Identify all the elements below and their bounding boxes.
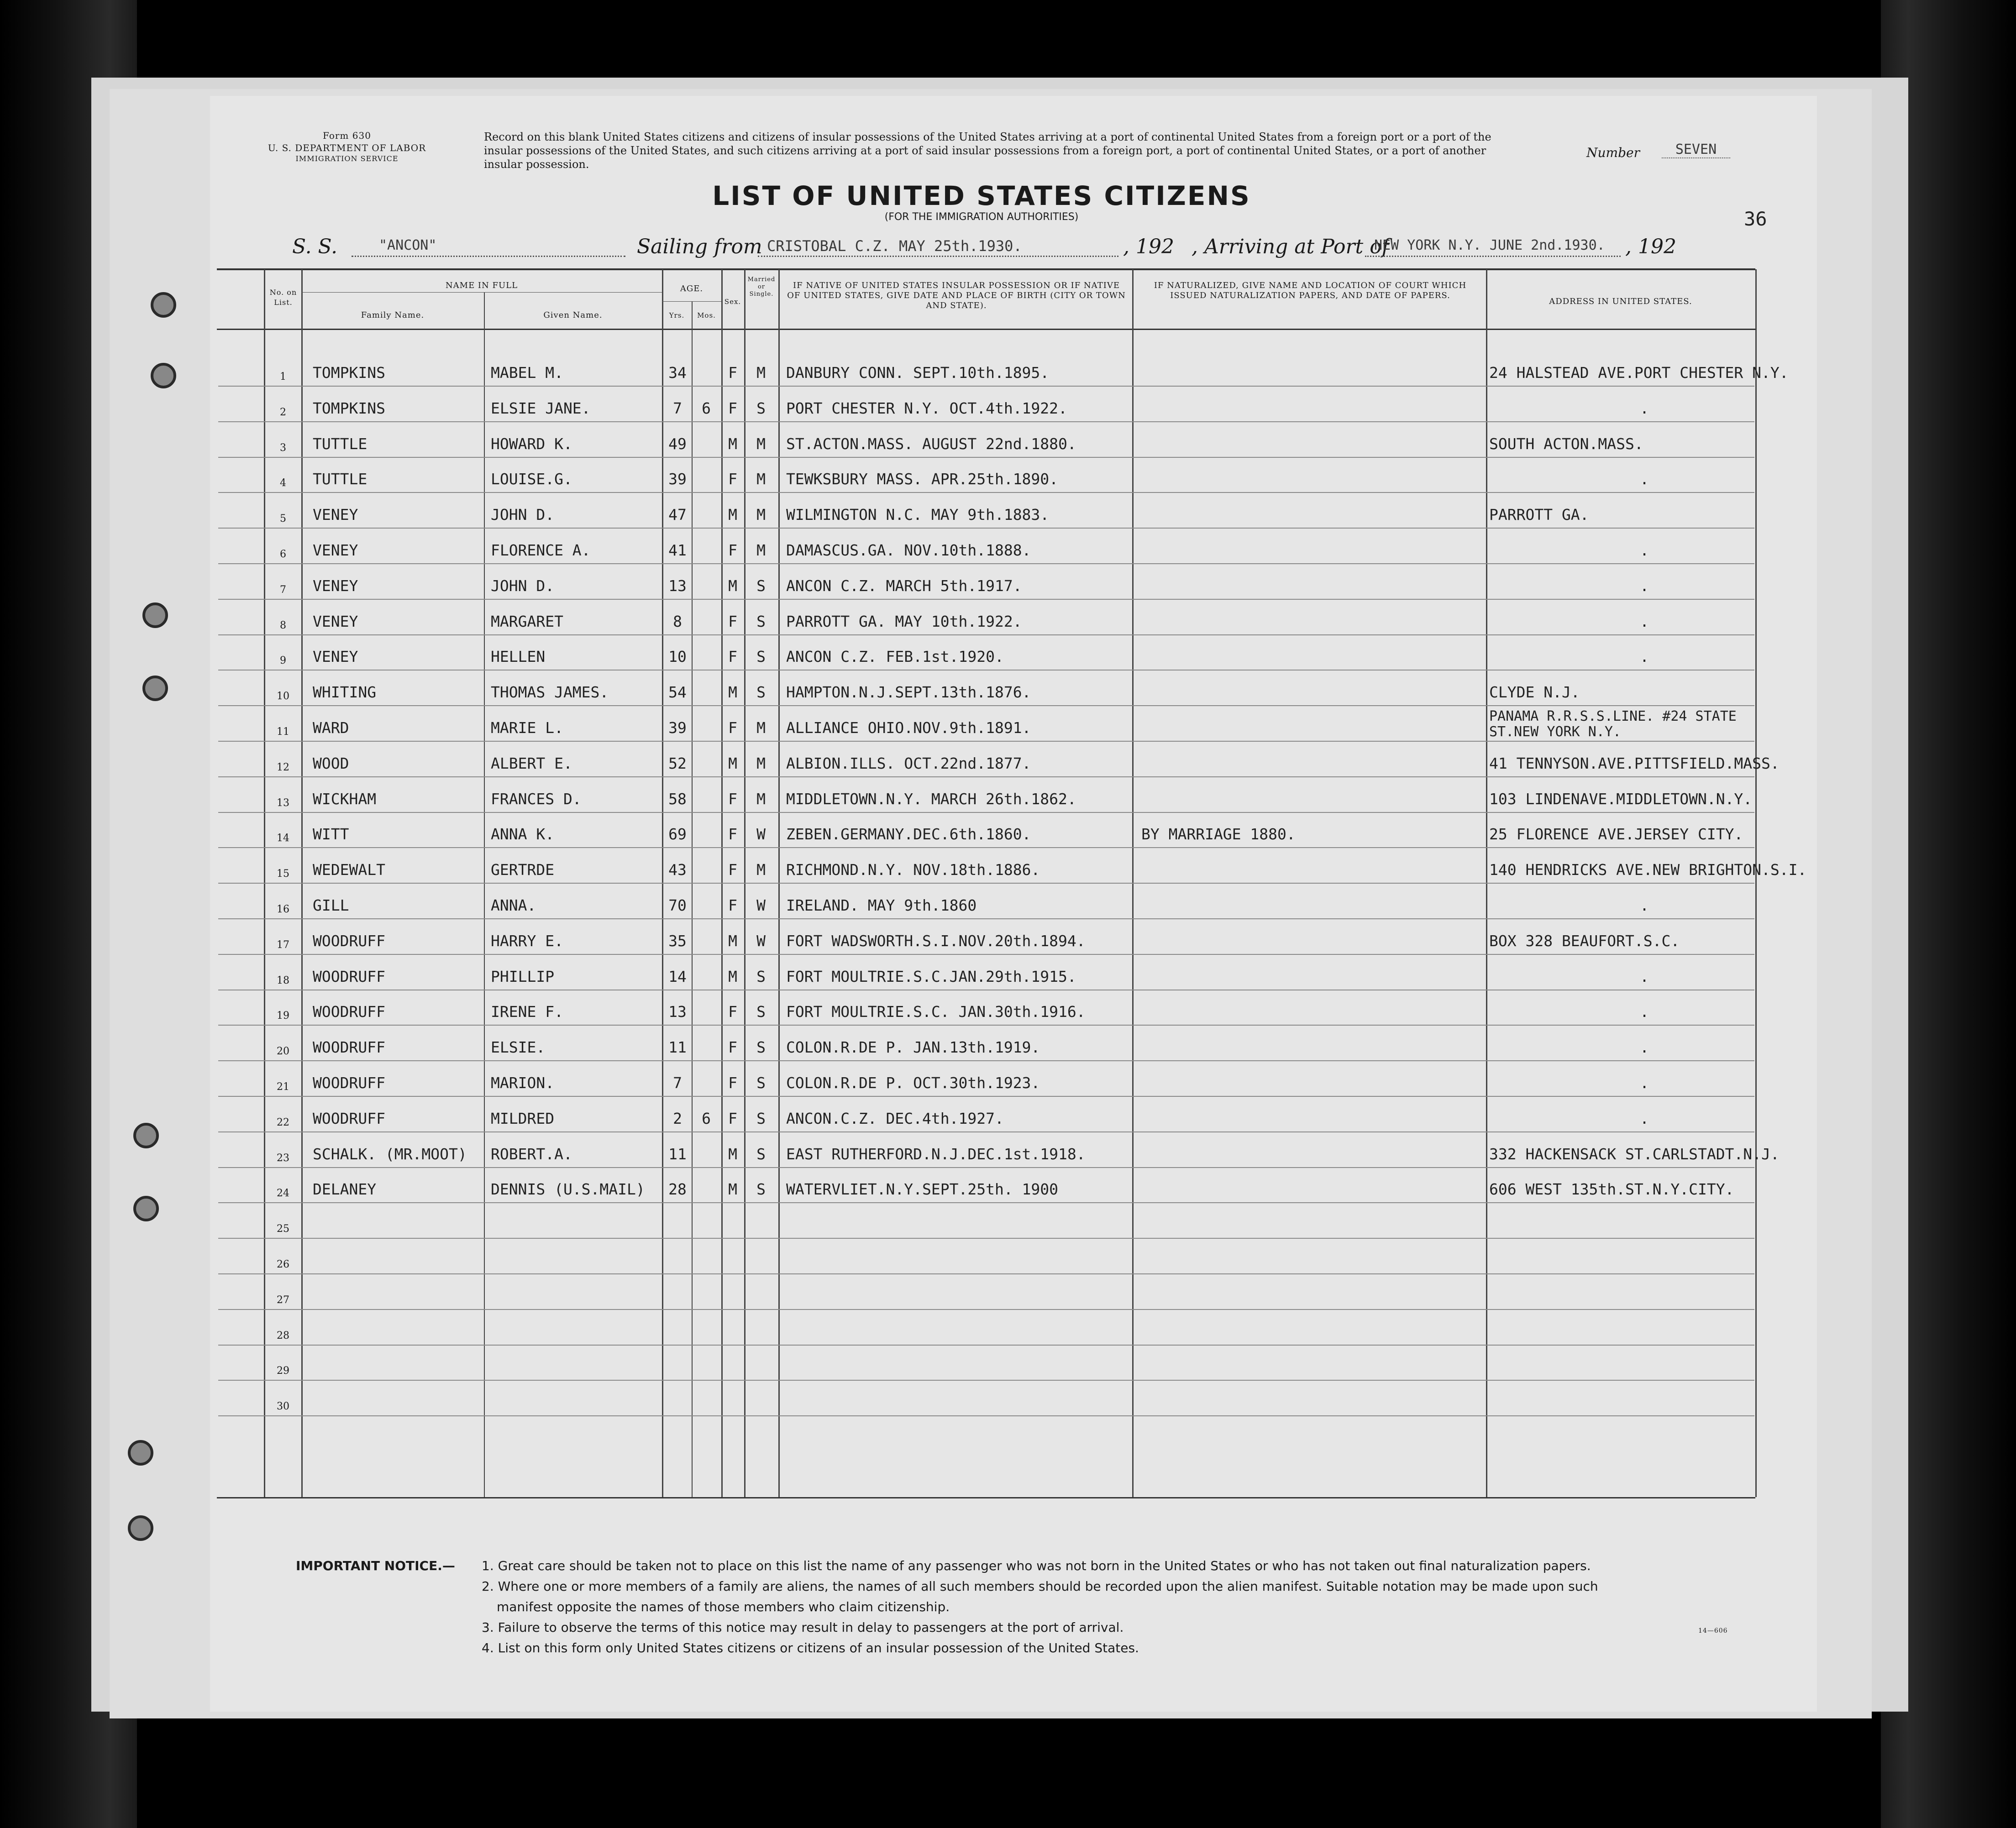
sex: M bbox=[728, 435, 737, 453]
row-number: 17 bbox=[277, 939, 289, 951]
number-value: SEVEN bbox=[1662, 141, 1730, 158]
given-name: IRENE F. bbox=[491, 1003, 563, 1021]
sex: F bbox=[728, 612, 737, 630]
col-family-name: Family Name. bbox=[361, 310, 425, 320]
col-address: ADDRESS IN UNITED STATES. bbox=[1549, 297, 1692, 306]
form-number: Form 630 bbox=[323, 130, 371, 141]
row-rule bbox=[218, 812, 1754, 813]
family-name: TOMPKINS bbox=[313, 364, 385, 382]
col-sex: Sex. bbox=[724, 298, 741, 306]
col-naturalized: IF NATURALIZED, GIVE NAME AND LOCATION OF COURT WHICH ISSUED NATURALIZATION PAPERS, AND DATE OF PAPERS. bbox=[1154, 281, 1467, 300]
row-number: 8 bbox=[280, 619, 286, 631]
birth-date-place: ALLIANCE OHIO.NOV.9th.1891. bbox=[786, 719, 1031, 737]
sex: M bbox=[728, 1145, 737, 1163]
sex: F bbox=[728, 896, 737, 914]
row-number: 18 bbox=[277, 974, 289, 986]
print-code: 14—606 bbox=[1698, 1627, 1728, 1634]
given-name: MABEL M. bbox=[491, 364, 563, 382]
marital-status: S bbox=[756, 399, 766, 417]
age-years: 11 bbox=[668, 1145, 687, 1163]
row-rule bbox=[218, 1380, 1754, 1381]
row-number: 9 bbox=[280, 655, 286, 667]
notice-item-3: 3. Failure to observe the terms of this notice may result in delay to passengers at the port of arrival. bbox=[482, 1620, 1124, 1635]
age-years: 8 bbox=[673, 612, 682, 630]
marital-status: S bbox=[756, 1038, 766, 1057]
row-number: 15 bbox=[277, 868, 289, 880]
age-years: 13 bbox=[668, 576, 687, 595]
row-rule bbox=[218, 421, 1754, 422]
sex: M bbox=[728, 967, 737, 985]
sex: F bbox=[728, 541, 737, 559]
row-number: 11 bbox=[277, 726, 289, 738]
given-name: MARGARET bbox=[491, 612, 563, 630]
birth-date-place: FORT WADSWORTH.S.I.NOV.20th.1894. bbox=[786, 932, 1086, 950]
age-years: 14 bbox=[668, 967, 687, 985]
birth-date-place: PARROTT GA. MAY 10th.1922. bbox=[786, 612, 1022, 630]
marital-status: S bbox=[756, 1109, 766, 1127]
us-address: PARROTT GA. bbox=[1489, 506, 1589, 524]
row-number: 12 bbox=[277, 761, 289, 773]
birth-date-place: ALBION.ILLS. OCT.22nd.1877. bbox=[786, 754, 1031, 772]
age-months: 6 bbox=[702, 1109, 711, 1127]
age-years: 10 bbox=[668, 648, 687, 666]
us-address: . bbox=[1640, 1074, 1649, 1092]
age-years: 43 bbox=[668, 861, 687, 879]
family-name: WOODRUFF bbox=[313, 1074, 385, 1092]
row-number: 21 bbox=[277, 1081, 289, 1093]
given-name: GERTRDE bbox=[491, 861, 555, 879]
page-title: LIST OF UNITED STATES CITIZENS bbox=[712, 180, 1251, 211]
marital-status: S bbox=[756, 1074, 766, 1092]
sex: M bbox=[728, 683, 737, 702]
sex: F bbox=[728, 1003, 737, 1021]
family-name: TUTTLE bbox=[313, 470, 368, 488]
row-rule bbox=[218, 386, 1754, 387]
given-name: LOUISE.G. bbox=[491, 470, 572, 488]
marital-status: M bbox=[756, 719, 766, 737]
marital-status: M bbox=[756, 541, 766, 559]
marital-status: S bbox=[756, 648, 766, 666]
sex: F bbox=[728, 1038, 737, 1057]
row-number: 4 bbox=[280, 477, 286, 489]
row-number: 28 bbox=[277, 1330, 289, 1341]
marital-status: S bbox=[756, 967, 766, 985]
row-number: 1 bbox=[280, 371, 286, 382]
col-birth: IF NATIVE OF UNITED STATES INSULAR POSSESSION OR IF NATIVE OF UNITED STATES, GIVE DATE AND PLACE OF BIRTH (CITY OR TOWN AND STATE). bbox=[787, 281, 1126, 310]
birth-date-place: FORT MOULTRIE.S.C. JAN.30th.1916. bbox=[786, 1003, 1086, 1021]
family-name: TOMPKINS bbox=[313, 399, 385, 417]
birth-date-place: DAMASCUS.GA. NOV.10th.1888. bbox=[786, 541, 1031, 559]
family-name: VENEY bbox=[313, 541, 358, 559]
family-name: WOODRUFF bbox=[313, 1003, 385, 1021]
col-no: No. on List. bbox=[269, 288, 297, 307]
ss-label: S. S. bbox=[292, 235, 338, 258]
given-name: ANNA K. bbox=[491, 825, 555, 843]
given-name: PHILLIP bbox=[491, 967, 555, 985]
marital-status: M bbox=[756, 470, 766, 488]
us-address: . bbox=[1640, 896, 1649, 914]
family-name: DELANEY bbox=[313, 1180, 377, 1199]
family-name: WICKHAM bbox=[313, 790, 377, 808]
year-suffix-1: , 192 bbox=[1123, 235, 1174, 258]
given-name: FLORENCE A. bbox=[491, 541, 591, 559]
birth-date-place: COLON.R.DE P. JAN.13th.1919. bbox=[786, 1038, 1040, 1057]
sex: F bbox=[728, 790, 737, 808]
row-rule bbox=[218, 705, 1754, 706]
given-name: ROBERT.A. bbox=[491, 1145, 572, 1163]
row-number: 20 bbox=[277, 1046, 289, 1058]
row-number: 24 bbox=[277, 1188, 289, 1199]
given-name: MILDRED bbox=[491, 1109, 555, 1127]
sex: F bbox=[728, 399, 737, 417]
page-subtitle: (FOR THE IMMIGRATION AUTHORITIES) bbox=[884, 211, 1079, 223]
age-years: 13 bbox=[668, 1003, 687, 1021]
row-number: 23 bbox=[277, 1152, 289, 1164]
row-rule bbox=[218, 1415, 1754, 1416]
row-number: 26 bbox=[277, 1259, 289, 1270]
given-name: HOWARD K. bbox=[491, 435, 572, 453]
given-name: MARION. bbox=[491, 1074, 555, 1092]
arriving-value: NEW YORK N.Y. JUNE 2nd.1930. bbox=[1374, 237, 1605, 253]
age-years: 11 bbox=[668, 1038, 687, 1057]
notice-item-2: 2. Where one or more members of a family are aliens, the names of all such members should be recorded upon the alien manifest. Suitable notation may be made upon such bbox=[482, 1579, 1598, 1594]
sex: F bbox=[728, 364, 737, 382]
family-name: WARD bbox=[313, 719, 349, 737]
family-name: VENEY bbox=[313, 612, 358, 630]
birth-date-place: ZEBEN.GERMANY.DEC.6th.1860. bbox=[786, 825, 1031, 843]
birth-date-place: RICHMOND.N.Y. NOV.18th.1886. bbox=[786, 861, 1040, 879]
row-number: 27 bbox=[277, 1294, 289, 1306]
row-number: 5 bbox=[280, 513, 286, 525]
row-number: 10 bbox=[277, 691, 289, 702]
row-rule bbox=[218, 1309, 1754, 1310]
page-number: 36 bbox=[1744, 208, 1767, 230]
sex: M bbox=[728, 506, 737, 524]
sex: F bbox=[728, 719, 737, 737]
family-name: WITT bbox=[313, 825, 349, 843]
us-address: . bbox=[1640, 399, 1649, 417]
col-name-in-full: NAME IN FULL bbox=[445, 281, 518, 290]
family-name: WOODRUFF bbox=[313, 1109, 385, 1127]
row-rule bbox=[218, 954, 1754, 955]
sex: F bbox=[728, 861, 737, 879]
col-age: AGE. bbox=[680, 284, 704, 293]
marital-status: M bbox=[756, 364, 766, 382]
us-address: 24 HALSTEAD AVE.PORT CHESTER N.Y. bbox=[1489, 364, 1789, 382]
row-number: 16 bbox=[277, 904, 289, 915]
family-name: SCHALK. (MR.MOOT) bbox=[313, 1145, 467, 1163]
col-mos: Mos. bbox=[697, 311, 716, 320]
sailing-label: Sailing from bbox=[637, 235, 762, 258]
row-rule bbox=[218, 1202, 1754, 1203]
row-number: 3 bbox=[280, 442, 286, 454]
sex: F bbox=[728, 1074, 737, 1092]
col-yrs: Yrs. bbox=[669, 311, 685, 320]
birth-date-place: ANCON.C.Z. DEC.4th.1927. bbox=[786, 1109, 1004, 1127]
family-name: WEDEWALT bbox=[313, 861, 385, 879]
birth-date-place: TEWKSBURY MASS. APR.25th.1890. bbox=[786, 470, 1059, 488]
birth-date-place: ANCON C.Z. MARCH 5th.1917. bbox=[786, 576, 1022, 595]
row-rule bbox=[218, 847, 1754, 848]
us-address: 606 WEST 135th.ST.N.Y.CITY. bbox=[1489, 1180, 1734, 1199]
row-rule bbox=[218, 1273, 1754, 1274]
age-years: 28 bbox=[668, 1180, 687, 1199]
given-name: HARRY E. bbox=[491, 932, 563, 950]
birth-date-place: HAMPTON.N.J.SEPT.13th.1876. bbox=[786, 683, 1031, 702]
family-name: TUTTLE bbox=[313, 435, 368, 453]
us-address: . bbox=[1640, 541, 1649, 559]
row-rule bbox=[218, 1131, 1754, 1132]
sex: F bbox=[728, 470, 737, 488]
us-address: 332 HACKENSACK ST.CARLSTADT.N.J. bbox=[1489, 1145, 1780, 1163]
marital-status: S bbox=[756, 1180, 766, 1199]
age-years: 34 bbox=[668, 364, 687, 382]
us-address: . bbox=[1640, 967, 1649, 985]
given-name: ELSIE JANE. bbox=[491, 399, 591, 417]
given-name: JOHN D. bbox=[491, 576, 555, 595]
birth-date-place: COLON.R.DE P. OCT.30th.1923. bbox=[786, 1074, 1040, 1092]
age-years: 52 bbox=[668, 754, 687, 772]
arriving-label: , Arriving at Port of bbox=[1192, 235, 1389, 258]
us-address: PANAMA R.R.S.S.LINE. #24 STATE ST.NEW YORK N.Y. bbox=[1489, 708, 1737, 740]
age-years: 41 bbox=[668, 541, 687, 559]
birth-date-place: WILMINGTON N.C. MAY 9th.1883. bbox=[786, 506, 1050, 524]
age-years: 69 bbox=[668, 825, 687, 843]
row-rule bbox=[218, 1060, 1754, 1061]
family-name: WHITING bbox=[313, 683, 377, 702]
birth-date-place: WATERVLIET.N.Y.SEPT.25th. 1900 bbox=[786, 1180, 1059, 1199]
marital-status: S bbox=[756, 683, 766, 702]
age-years: 49 bbox=[668, 435, 687, 453]
row-number: 14 bbox=[277, 833, 289, 844]
us-address: . bbox=[1640, 470, 1649, 488]
given-name: JOHN D. bbox=[491, 506, 555, 524]
sex: F bbox=[728, 1109, 737, 1127]
family-name: WOOD bbox=[313, 754, 349, 772]
row-number: 22 bbox=[277, 1116, 289, 1128]
sex: M bbox=[728, 1180, 737, 1199]
birth-date-place: DANBURY CONN. SEPT.10th.1895. bbox=[786, 364, 1050, 382]
row-number: 29 bbox=[277, 1365, 289, 1377]
row-number: 25 bbox=[277, 1223, 289, 1235]
us-address: 25 FLORENCE AVE.JERSEY CITY. bbox=[1489, 825, 1743, 843]
row-rule bbox=[218, 741, 1754, 742]
marital-status: S bbox=[756, 612, 766, 630]
marital-status: S bbox=[756, 1145, 766, 1163]
age-years: 47 bbox=[668, 506, 687, 524]
birth-date-place: ST.ACTON.MASS. AUGUST 22nd.1880. bbox=[786, 435, 1076, 453]
col-given-name: Given Name. bbox=[543, 310, 603, 320]
family-name: VENEY bbox=[313, 506, 358, 524]
col-married-single: Married or Single. bbox=[747, 276, 776, 298]
birth-date-place: IRELAND. MAY 9th.1860 bbox=[786, 896, 977, 914]
row-number: 2 bbox=[280, 406, 286, 418]
age-years: 58 bbox=[668, 790, 687, 808]
given-name: ANNA. bbox=[491, 896, 536, 914]
number-label: Number bbox=[1586, 145, 1640, 160]
row-rule bbox=[218, 1025, 1754, 1026]
row-rule bbox=[218, 634, 1754, 635]
birth-date-place: ANCON C.Z. FEB.1st.1920. bbox=[786, 648, 1004, 666]
marital-status: W bbox=[756, 896, 766, 914]
row-rule bbox=[218, 457, 1754, 458]
us-address: . bbox=[1640, 1038, 1649, 1057]
family-name: WOODRUFF bbox=[313, 1038, 385, 1057]
row-rule bbox=[218, 918, 1754, 919]
row-number: 19 bbox=[277, 1010, 289, 1022]
us-address: 140 HENDRICKS AVE.NEW BRIGHTON.S.I. bbox=[1489, 861, 1807, 879]
family-name: WOODRUFF bbox=[313, 967, 385, 985]
marital-status: W bbox=[756, 825, 766, 843]
row-rule bbox=[218, 599, 1754, 600]
notice-item-4: 4. List on this form only United States citizens or citizens of an insular possession of the United States. bbox=[482, 1640, 1139, 1655]
age-years: 2 bbox=[673, 1109, 682, 1127]
us-address: . bbox=[1640, 1109, 1649, 1127]
row-number: 13 bbox=[277, 797, 289, 809]
marital-status: S bbox=[756, 1003, 766, 1021]
marital-status: M bbox=[756, 861, 766, 879]
sex: F bbox=[728, 825, 737, 843]
age-years: 7 bbox=[673, 399, 682, 417]
header-instructions: Record on this blank United States citizens and citizens of insular possessions of the United States arriving at a port of continental United States from a foreign port or a port of the insular possessions of the United States, and such citizens arriving at a port of said insular possessions from a foreign port, a port of continental United States, or a port of another insular possession. bbox=[484, 131, 1491, 171]
row-rule bbox=[218, 528, 1754, 529]
row-rule bbox=[218, 563, 1754, 564]
marital-status: M bbox=[756, 435, 766, 453]
us-address: SOUTH ACTON.MASS. bbox=[1489, 435, 1643, 453]
row-rule bbox=[218, 1167, 1754, 1168]
age-years: 54 bbox=[668, 683, 687, 702]
marital-status: W bbox=[756, 932, 766, 950]
family-name: VENEY bbox=[313, 648, 358, 666]
row-rule bbox=[218, 1345, 1754, 1346]
family-name: VENEY bbox=[313, 576, 358, 595]
notice-item-2-cont: manifest opposite the names of those members who claim citizenship. bbox=[497, 1599, 950, 1614]
marital-status: M bbox=[756, 754, 766, 772]
sex: F bbox=[728, 648, 737, 666]
row-rule bbox=[218, 1096, 1754, 1097]
age-months: 6 bbox=[702, 399, 711, 417]
sex: M bbox=[728, 932, 737, 950]
given-name: ALBERT E. bbox=[491, 754, 572, 772]
row-rule bbox=[218, 776, 1754, 777]
sex: M bbox=[728, 576, 737, 595]
us-address: CLYDE N.J. bbox=[1489, 683, 1580, 702]
ship-name: "ANCON" bbox=[379, 237, 437, 253]
family-name: WOODRUFF bbox=[313, 932, 385, 950]
given-name: MARIE L. bbox=[491, 719, 563, 737]
birth-date-place: PORT CHESTER N.Y. OCT.4th.1922. bbox=[786, 399, 1067, 417]
given-name: FRANCES D. bbox=[491, 790, 582, 808]
year-suffix-2: , 192 bbox=[1625, 235, 1676, 258]
us-address: BOX 328 BEAUFORT.S.C. bbox=[1489, 932, 1680, 950]
given-name: THOMAS JAMES. bbox=[491, 683, 609, 702]
given-name: HELLEN bbox=[491, 648, 546, 666]
birth-date-place: MIDDLETOWN.N.Y. MARCH 26th.1862. bbox=[786, 790, 1076, 808]
marital-status: S bbox=[756, 576, 766, 595]
naturalization: BY MARRIAGE 1880. bbox=[1141, 825, 1296, 843]
notice-item-1: 1. Great care should be taken not to place on this list the name of any passenger who was not born in the United States or who has not taken out final naturalization papers. bbox=[482, 1558, 1591, 1573]
family-name: GILL bbox=[313, 896, 349, 914]
row-number: 7 bbox=[280, 584, 286, 596]
row-rule bbox=[218, 1238, 1754, 1239]
row-rule bbox=[218, 492, 1754, 493]
row-rule bbox=[218, 883, 1754, 884]
given-name: ELSIE. bbox=[491, 1038, 546, 1057]
row-number: 30 bbox=[277, 1401, 289, 1413]
age-years: 39 bbox=[668, 470, 687, 488]
marital-status: M bbox=[756, 790, 766, 808]
us-address: . bbox=[1640, 648, 1649, 666]
department: U. S. DEPARTMENT OF LABOR bbox=[268, 142, 426, 153]
birth-date-place: FORT MOULTRIE.S.C.JAN.29th.1915. bbox=[786, 967, 1076, 985]
notice-heading: IMPORTANT NOTICE.— bbox=[296, 1558, 455, 1573]
age-years: 39 bbox=[668, 719, 687, 737]
row-number: 6 bbox=[280, 549, 286, 560]
birth-date-place: EAST RUTHERFORD.N.J.DEC.1st.1918. bbox=[786, 1145, 1086, 1163]
sex: M bbox=[728, 754, 737, 772]
marital-status: M bbox=[756, 506, 766, 524]
given-name: DENNIS (U.S.MAIL) bbox=[491, 1180, 645, 1199]
age-years: 35 bbox=[668, 932, 687, 950]
us-address: . bbox=[1640, 1003, 1649, 1021]
service: IMMIGRATION SERVICE bbox=[295, 154, 399, 163]
age-years: 70 bbox=[668, 896, 687, 914]
us-address: 103 LINDENAVE.MIDDLETOWN.N.Y. bbox=[1489, 790, 1753, 808]
us-address: 41 TENNYSON.AVE.PITTSFIELD.MASS. bbox=[1489, 754, 1780, 772]
age-years: 7 bbox=[673, 1074, 682, 1092]
us-address: . bbox=[1640, 612, 1649, 630]
sailing-value: CRISTOBAL C.Z. MAY 25th.1930. bbox=[767, 237, 1022, 255]
us-address: . bbox=[1640, 576, 1649, 595]
